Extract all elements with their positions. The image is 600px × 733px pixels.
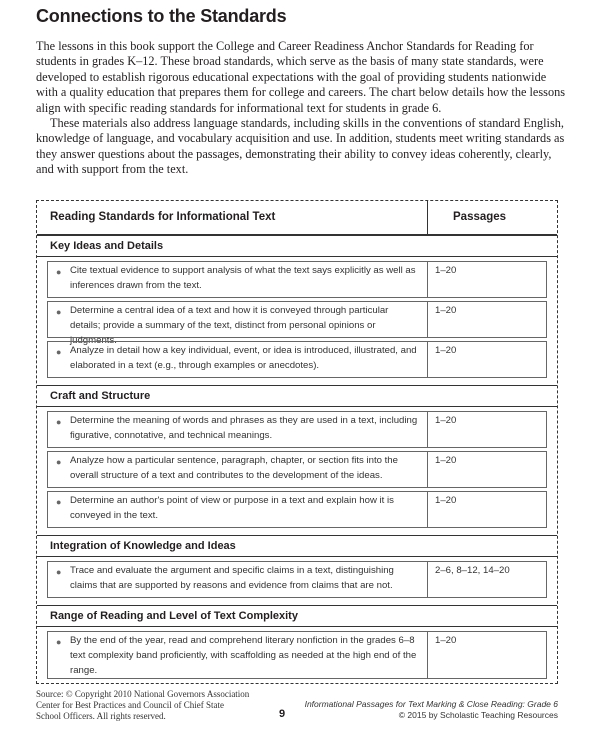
passages-value: 1–20 <box>435 635 457 646</box>
passages-value: 1–20 <box>435 495 457 506</box>
passages-value: 1–20 <box>435 305 457 316</box>
section-heading <box>37 385 557 407</box>
bullet-icon: ● <box>56 637 62 647</box>
page-title: Connections to the Standards <box>36 6 287 26</box>
bullet-icon: ● <box>56 267 62 277</box>
row-divider <box>427 492 428 527</box>
bullet-icon: ● <box>56 497 62 507</box>
header-divider <box>427 201 428 235</box>
passages-value: 1–20 <box>435 455 457 466</box>
header-passages: Passages <box>453 211 507 223</box>
intro-text <box>36 39 566 178</box>
table-row <box>47 341 547 378</box>
section-title: Range of Reading and Level of Text Complexity <box>50 610 298 622</box>
row-divider <box>427 632 428 678</box>
row-divider <box>427 562 428 597</box>
passages-value: 2–6, 8–12, 14–20 <box>435 565 510 576</box>
table-header <box>37 201 557 235</box>
intro-paragraph: The lessons in this book support the College and Career Readiness Anchor Standards for Reading for students in grades K–12. These broad standards, which serve as the basis of many state standards, were developed to establish rigorous educational expectations with the goal of providing students nationwide with a quality education that prepares them for college and careers. The chart below details how the lessons align with specific reading standards for informational text for students in grade 6. <box>36 39 566 115</box>
passages-value: 1–20 <box>435 265 457 276</box>
table-row <box>47 491 547 528</box>
section-heading <box>37 235 557 257</box>
page-number: 9 <box>279 708 286 720</box>
source-note <box>36 689 251 722</box>
table-row <box>47 451 547 488</box>
standard-text: By the end of the year, read and comprehend literary nonfiction in the grades 6–8 text complexity band proficiently, with scaffolding as needed at the high end of the range. <box>70 635 417 676</box>
standard-text: Analyze how a particular sentence, paragraph, chapter, or section fits into the overall structure of a text and contributes to the development of the ideas. <box>70 455 398 481</box>
standard-text: Determine the meaning of words and phrases as they are used in a text, including figurative, connotative, and technical meanings. <box>70 415 418 441</box>
row-divider <box>427 452 428 487</box>
table-row <box>47 301 547 346</box>
source-text: Source: © Copyright 2010 National Governors Association Center for Best Practices and Council of Chief State School Officers. All rights reserved. <box>36 689 250 721</box>
table-row <box>47 561 547 598</box>
table-row <box>47 411 547 448</box>
section-title: Key Ideas and Details <box>50 240 164 252</box>
footer-credit <box>305 699 558 721</box>
section-heading <box>37 535 557 557</box>
standard-text: Determine an author's point of view or purpose in a text and explain how it is conveyed in the text. <box>70 495 394 521</box>
passages-value: 1–20 <box>435 415 457 426</box>
footer-copyright: © 2015 by Scholastic Teaching Resources <box>398 710 558 720</box>
row-divider <box>427 262 428 297</box>
row-divider <box>427 412 428 447</box>
standards-table <box>36 200 558 684</box>
bullet-icon: ● <box>56 307 62 317</box>
standard-text: Trace and evaluate the argument and specific claims in a text, distinguishing claims that are supported by reasons and evidence from claims that are not. <box>70 565 394 591</box>
intro-paragraph: These materials also address language standards, including skills in the conventions of standard English, knowledge of language, and vocabulary acquisition and use. In addition, students meet writing standards as they answer questions about the passages, demonstrating their ability to convey ideas coherently, clearly, and with support from the text. <box>36 116 565 177</box>
section-title: Craft and Structure <box>50 390 151 402</box>
standard-text: Cite textual evidence to support analysis of what the text says explicitly as well as inferences drawn from the text. <box>70 265 416 291</box>
bullet-icon: ● <box>56 457 62 467</box>
table-row <box>47 631 547 679</box>
header-standards: Reading Standards for Informational Text <box>50 211 276 223</box>
row-divider <box>427 302 428 337</box>
bullet-icon: ● <box>56 347 62 357</box>
row-divider <box>427 342 428 377</box>
bullet-icon: ● <box>56 417 62 427</box>
section-heading <box>37 605 557 627</box>
section-title: Integration of Knowledge and Ideas <box>50 540 236 552</box>
table-row <box>47 261 547 298</box>
passages-value: 1–20 <box>435 345 457 356</box>
bullet-icon: ● <box>56 567 62 577</box>
standard-text: Determine a central idea of a text and how it is conveyed through particular details; provide a summary of the text, distinct from personal opinions or judgments. <box>70 305 389 346</box>
standard-text: Analyze in detail how a key individual, event, or idea is introduced, illustrated, and elaborated in a text (e.g., through examples or anecdotes). <box>70 345 417 371</box>
footer-book-title: Informational Passages for Text Marking & Close Reading: Grade 6 <box>304 699 558 709</box>
